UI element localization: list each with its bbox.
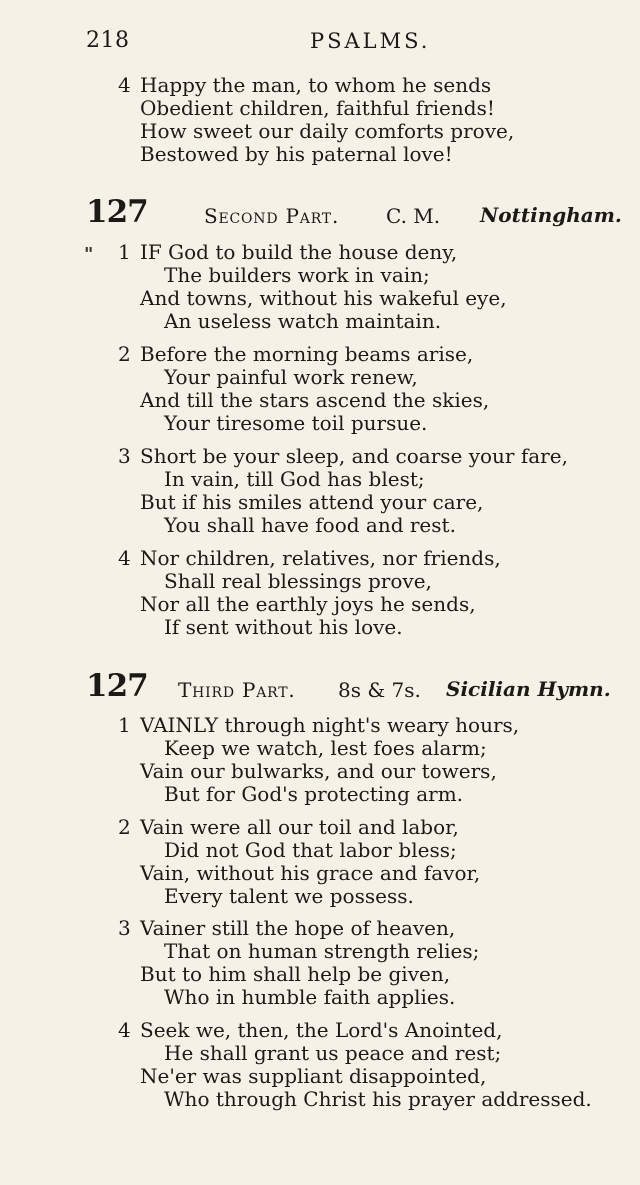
stanza-line: Shall real blessings prove, [164, 569, 432, 593]
hymn-part: Second Part. [204, 204, 340, 228]
hymn-tune: Sicilian Hymn. [446, 677, 611, 701]
stanza-number: 2 [118, 815, 131, 839]
stanza-line: 4 Nor children, relatives, nor friends, [118, 546, 501, 570]
stanza-line: 2 Vain were all our toil and labor, [118, 815, 459, 839]
stanza-third-1 [118, 714, 618, 806]
stanza-second-1 [118, 241, 618, 333]
stanza-line: But for God's protecting arm. [164, 782, 464, 806]
stanza-line: Did not God that labor bless; [164, 838, 457, 862]
stanza-number: 1 [118, 713, 131, 737]
stanza-line: 3 Vainer still the hope of heaven, [118, 916, 456, 940]
stanza-line: Vain, without his grace and favor, [140, 861, 481, 885]
stanza-second-2 [118, 343, 618, 435]
stanza-line: 1 IF God to build the house deny, [118, 240, 458, 264]
stanza-number: 3 [118, 916, 131, 940]
stanza-line: That on human strength relies; [164, 939, 480, 963]
stanza-second-3 [118, 445, 618, 537]
stanza-line: 2 Before the morning beams arise, [118, 342, 474, 366]
stanza-line: The builders work in vain; [164, 263, 430, 287]
stanza-line: But if his smiles attend your care, [140, 490, 484, 514]
stanza-line: Every talent we possess. [164, 884, 414, 908]
hymn-heading-third-part [86, 668, 616, 704]
margin-mark: " [84, 244, 95, 265]
stanza-line: Obedient children, faithful friends! [140, 96, 495, 120]
stanza-line: Who through Christ his prayer addressed. [164, 1087, 592, 1111]
stanza-line: In vain, till God has blest; [164, 467, 425, 491]
page-number: 218 [86, 28, 130, 53]
stanza-line: Nor all the earthly joys he sends, [140, 592, 476, 616]
stanza-number: 4 [118, 73, 131, 97]
hymn-number: 127 [86, 668, 148, 704]
stanza-line: 4 Happy the man, to whom he sends [118, 73, 492, 97]
stanza-line: Ne'er was suppliant disappointed, [140, 1064, 487, 1088]
stanza-third-4 [118, 1019, 618, 1111]
stanza-line: He shall grant us peace and rest; [164, 1041, 502, 1065]
stanza-line: Keep we watch, lest foes alarm; [164, 736, 487, 760]
stanza-number: 4 [118, 546, 131, 570]
stanza-number: 2 [118, 342, 131, 366]
stanza-line: Who in humble faith applies. [164, 985, 456, 1009]
stanza-line: But to him shall help be given, [140, 962, 451, 986]
stanza-line: You shall have food and rest. [164, 513, 456, 537]
stanza-line: Vain our bulwarks, and our towers, [140, 759, 497, 783]
stanza-line: 4 Seek we, then, the Lord's Anointed, [118, 1018, 503, 1042]
stanza-line: An useless watch maintain. [164, 309, 442, 333]
stanza-line: Your painful work renew, [164, 365, 418, 389]
stanza-line: And towns, without his wakeful eye, [140, 286, 507, 310]
running-head: PSALMS. [310, 29, 431, 53]
hymn-meter: C. M. [386, 204, 441, 228]
page-header [86, 28, 586, 58]
stanza-line: If sent without his love. [164, 615, 403, 639]
stanza-line: How sweet our daily comforts prove, [140, 119, 515, 143]
stanza-number: 4 [118, 1018, 131, 1042]
stanza-line: And till the stars ascend the skies, [140, 388, 490, 412]
stanza-third-3 [118, 917, 618, 1009]
stanza-number: 3 [118, 444, 131, 468]
hymn-part: Third Part. [178, 678, 296, 702]
stanza-line: Your tiresome toil pursue. [164, 411, 428, 435]
stanza-third-2 [118, 816, 618, 908]
hymn-tune: Nottingham. [480, 203, 622, 227]
stanza-second-4 [118, 547, 618, 639]
stanza-continuation-4 [118, 74, 618, 166]
stanza-line: 3 Short be your sleep, and coarse your fare, [118, 444, 568, 468]
hymn-meter: 8s & 7s. [338, 678, 421, 702]
hymn-heading-second-part [86, 194, 622, 230]
stanza-line: 1 VAINLY through night's weary hours, [118, 713, 520, 737]
stanza-number: 1 [118, 240, 131, 264]
stanza-line: Bestowed by his paternal love! [140, 142, 453, 166]
hymn-number: 127 [86, 194, 148, 230]
